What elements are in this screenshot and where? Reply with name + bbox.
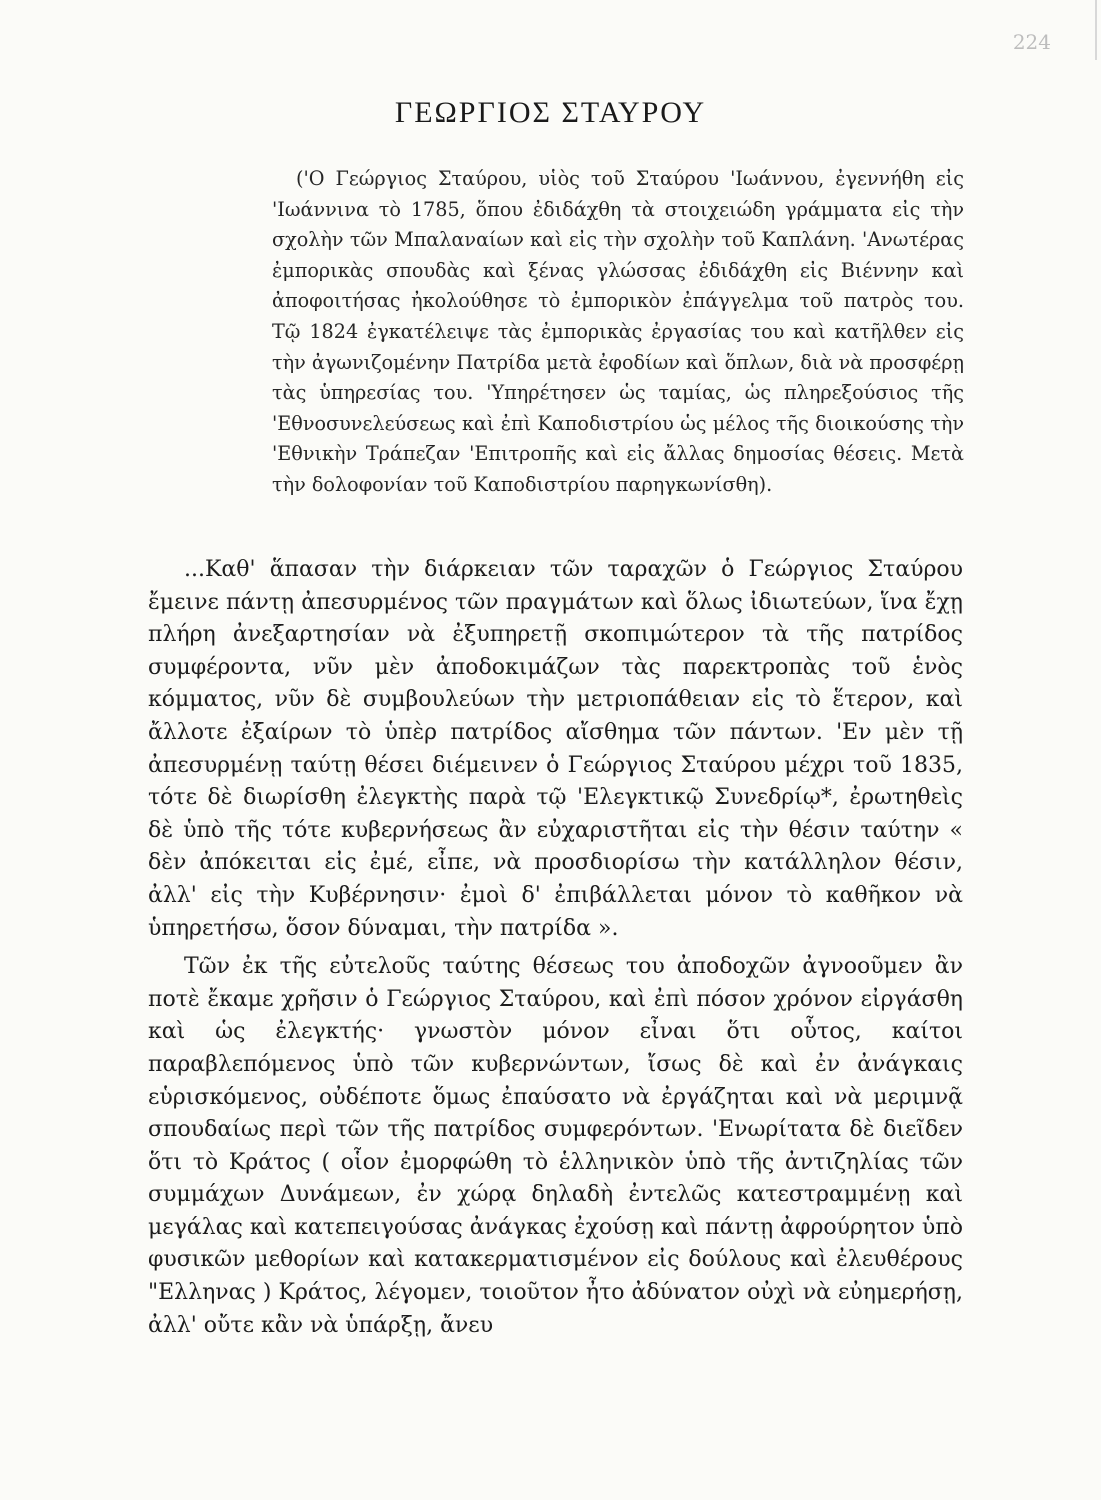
biographical-note: ('Ο Γεώργιος Σταύρου, υἱὸς τοῦ Σταύρου 'Ιωάννου, ἐγεννήθη εἰς 'Ιωάννινα τὸ 1785, ὅπου ἐδιδάχθη τὰ στοιχειώδη γράμματα εἰς τὴν σχολὴν τῶν Μπαλαναίων καὶ εἰς τὴν σχολὴν τοῦ Καπλάνη. 'Ανωτέρας ἐμπορικὰς σπουδὰς καὶ ξένας γλώσσας ἐδιδάχθη εἰς Βιέννην καὶ ἀποφοιτήσας ἠκολούθησε τὸ ἐμπορικὸν ἐπάγγελμα τοῦ πατρὸς του. Τῷ 1824 ἐγκατέλειψε τὰς ἐμπορικὰς ἐργασίας του καὶ κατῆλθεν εἰς τὴν ἀγωνιζομένην Πατρίδα μετὰ ἐφοδίων καὶ ὅπλων, διὰ νὰ προσφέρῃ τὰς ὑπηρεσίας του. 'Υπηρέτησεν ὡς ταμίας, ὡς πληρεξούσιος τῆς 'Εθνοσυνελεύσεως καὶ ἐπὶ Καποδιστρίου ὡς μέλος τῆς διοικούσης τὴν 'Εθνικὴν Τράπεζαν 'Επιτροπῆς καὶ εἰς ἄλλας δημοσίας θέσεις. Μετὰ τὴν δολοφονίαν τοῦ Καποδιστρίου παρηγκωνίσθη). [272,167,964,496]
page-edge-mark [1095,0,1097,60]
paragraph: ...Καθ' ἅπασαν τὴν διάρκειαν τῶν ταραχῶν ὁ Γεώργιος Σταύρου ἔμεινε πάντῃ ἀπεσυρμένος τῶν πραγμάτων καὶ ὅλως ἰδιωτεύων, ἵνα ἔχῃ πλήρη ἀνεξαρτησίαν νὰ ἐξυπηρετῇ σκοπιμώτερον τὰ τῆς πατρίδος συμφέροντα, νῦν μὲν ἀποδοκιμάζων τὰς παρεκτροπὰς τοῦ ἑνὸς κόμματος, νῦν δὲ συμβουλεύων τὴν μετριοπάθειαν εἰς τὸ ἕτερον, καὶ ἄλλοτε ἐξαίρων τὸ ὑπὲρ πατρίδος αἴσθημα τῶν πάντων. 'Εν μὲν τῇ ἀπεσυρμένῃ ταύτῃ θέσει διέμεινεν ὁ Γεώργιος Σταύρου μέχρι τοῦ 1835, τότε δὲ διωρίσθη ἐλεγκτὴς παρὰ τῷ 'Ελεγκτικῷ Συνεδρίῳ*, ἐρωτηθεὶς δὲ ὑπὸ τῆς τότε κυβερνήσεως ἂν εὐχαριστῆται εἰς τὴν θέσιν ταύτην « δὲν ἀπόκειται εἰς ἐμέ, εἶπε, νὰ προσδιορίσω τὴν κατάλληλον θέσιν, ἀλλ' εἰς τὴν Κυβέρνησιν· ἐμοὶ δ' ἐπιβάλλεται μόνον τὸ καθῆκον νὰ ὑπηρετήσω, ὅσον δύναμαι, τὴν πατρίδα ». [148,557,963,941]
page-title: ΓΕΩΡΓΙΟΣ ΣΤΑΥΡΟΥ [394,96,707,129]
main-text [148,554,963,1342]
page-number: 224 [1012,30,1051,54]
paragraph: Τῶν ἐκ τῆς εὐτελοῦς ταύτης θέσεως του ἀποδοχῶν ἀγνοοῦμεν ἂν ποτὲ ἔκαμε χρῆσιν ὁ Γεώργιος Σταύρου, καὶ ἐπὶ πόσον χρόνον εἰργάσθη καὶ ὡς ἐλεγκτής· γνωστὸν μόνον εἶναι ὅτι οὗτος, καίτοι παραβλεπόμενος ὑπὸ τῶν κυβερνώντων, ἴσως δὲ καὶ ἐν ἀνάγκαις εὑρισκόμενος, οὐδέποτε ὅμως ἐπαύσατο νὰ ἐργάζηται καὶ νὰ μεριμνᾷ σπουδαίως περὶ τῶν τῆς πατρίδος συμφερόντων. 'Ενωρίτατα δὲ διεῖδεν ὅτι τὸ Κράτος ( οἷον ἐμορφώθη τὸ ἑλληνικὸν ὑπὸ τῆς ἀντιζηλίας τῶν συμμάχων Δυνάμεων, ἐν χώρᾳ δηλαδὴ ἐντελῶς κατεστραμμένῃ καὶ μεγάλας καὶ κατεπειγούσας ἀνάγκας ἐχούσῃ καὶ πάντῃ ἀφρούρητον ὑπὸ φυσικῶν μεθορίων καὶ κατακερματισμένον εἰς δούλους καὶ ἐλευθέρους "Ελληνας ) Κράτος, λέγομεν, τοιοῦτον ἦτο ἀδύνατον οὐχὶ νὰ εὐημερήσῃ, ἀλλ' οὔτε κἂν νὰ ὑπάρξῃ, ἄνευ [148,954,963,1338]
